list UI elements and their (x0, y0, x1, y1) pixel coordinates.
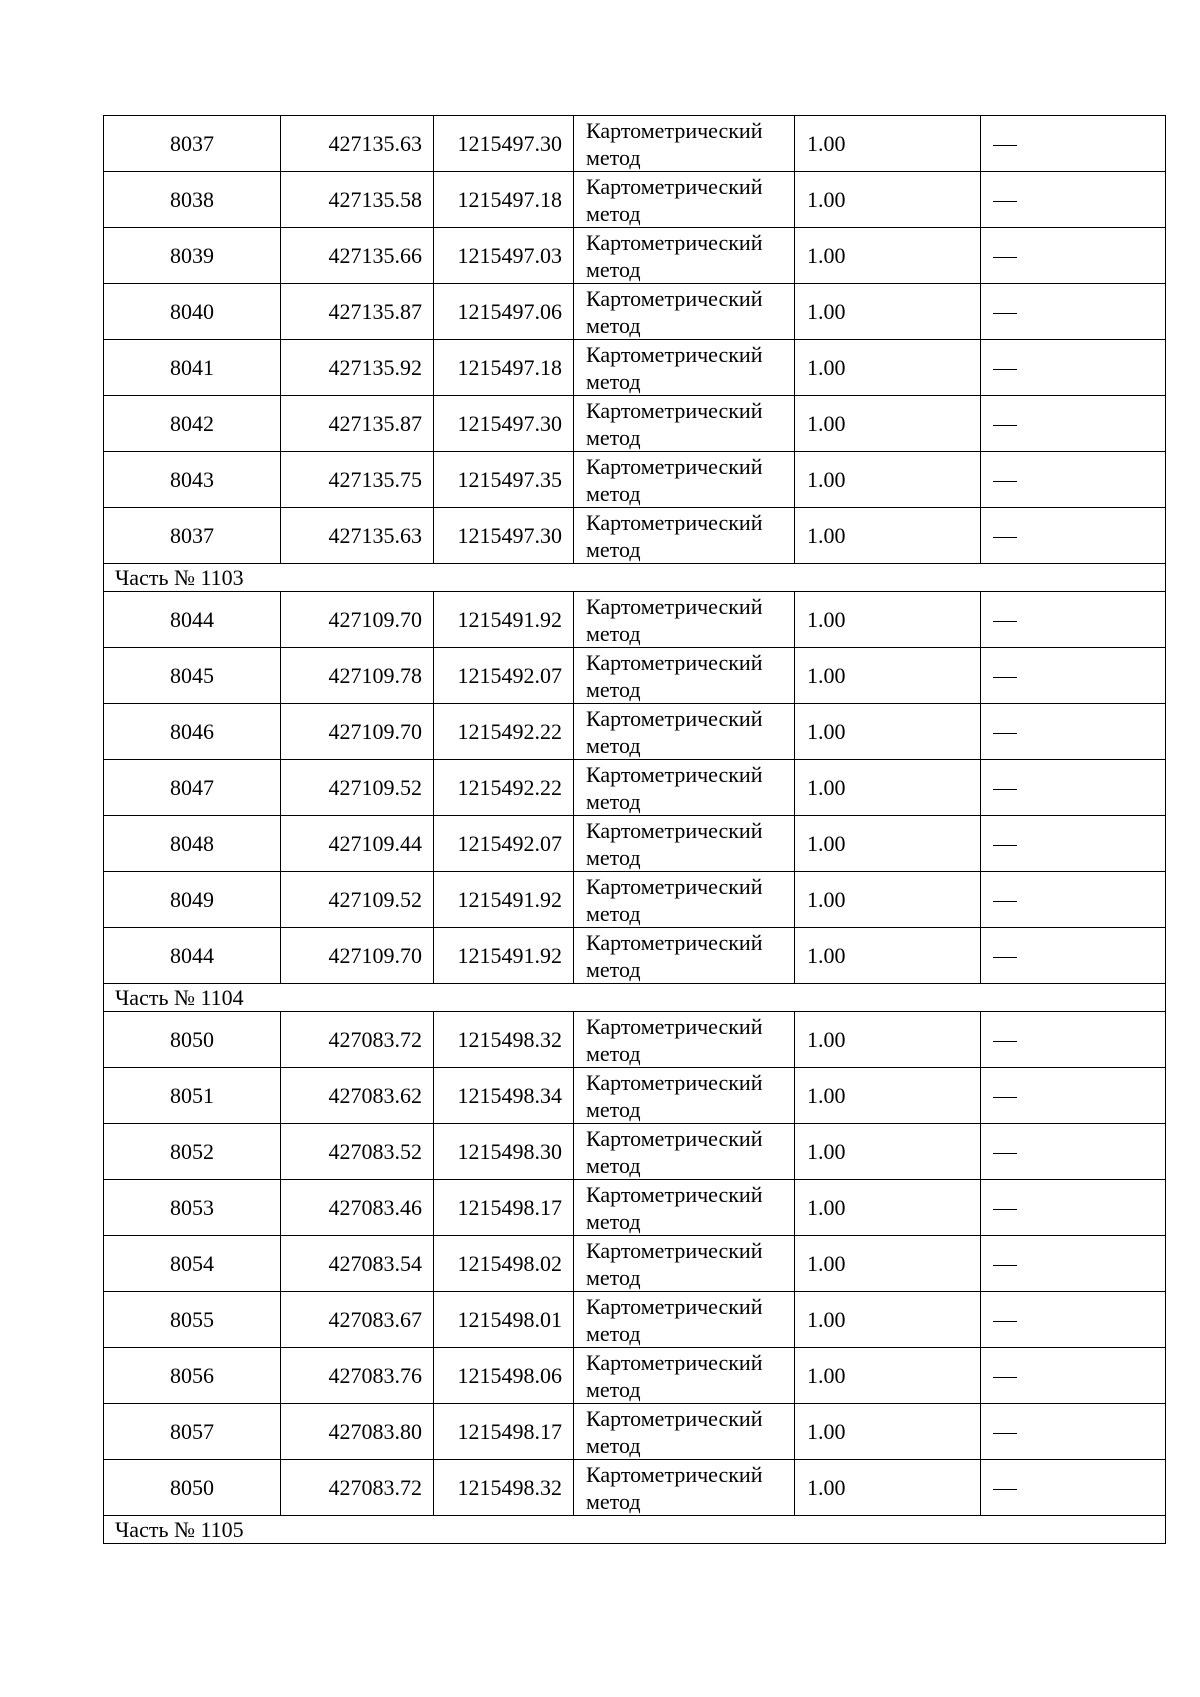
method-cell: Картометрический метод (574, 228, 795, 284)
y-coordinate-cell: 1215498.32 (434, 1460, 574, 1516)
table-row (104, 1348, 1166, 1404)
table-row (104, 1124, 1166, 1180)
accuracy-cell: 1.00 (795, 1404, 981, 1460)
point-number-cell: 8044 (104, 592, 281, 648)
method-cell: Картометрический метод (574, 1236, 795, 1292)
x-coordinate-cell: 427109.70 (281, 592, 434, 648)
accuracy-cell: 1.00 (795, 704, 981, 760)
table-row (104, 1404, 1166, 1460)
note-cell (981, 228, 1166, 284)
note-dash (993, 201, 1017, 202)
accuracy-cell: 1.00 (795, 760, 981, 816)
accuracy-cell: 1.00 (795, 172, 981, 228)
accuracy-cell: 1.00 (795, 1348, 981, 1404)
accuracy-cell: 1.00 (795, 284, 981, 340)
x-coordinate-cell: 427083.67 (281, 1292, 434, 1348)
y-coordinate-cell: 1215498.34 (434, 1068, 574, 1124)
table-row (104, 1012, 1166, 1068)
x-coordinate-cell: 427109.70 (281, 928, 434, 984)
note-cell (981, 508, 1166, 564)
x-coordinate-cell: 427109.52 (281, 872, 434, 928)
accuracy-cell: 1.00 (795, 228, 981, 284)
x-coordinate-cell: 427109.52 (281, 760, 434, 816)
table-row (104, 1180, 1166, 1236)
method-cell: Картометрический метод (574, 1348, 795, 1404)
accuracy-cell: 1.00 (795, 648, 981, 704)
point-number-cell: 8050 (104, 1460, 281, 1516)
coordinates-table-body (104, 116, 1166, 1544)
x-coordinate-cell: 427083.46 (281, 1180, 434, 1236)
y-coordinate-cell: 1215492.07 (434, 816, 574, 872)
note-cell (981, 116, 1166, 172)
x-coordinate-cell: 427083.52 (281, 1124, 434, 1180)
table-row (104, 228, 1166, 284)
coordinates-table (103, 115, 1166, 1544)
method-cell: Картометрический метод (574, 396, 795, 452)
x-coordinate-cell: 427109.44 (281, 816, 434, 872)
point-number-cell: 8041 (104, 340, 281, 396)
x-coordinate-cell: 427135.75 (281, 452, 434, 508)
note-cell (981, 1348, 1166, 1404)
y-coordinate-cell: 1215498.01 (434, 1292, 574, 1348)
note-dash (993, 1433, 1017, 1434)
note-dash (993, 1097, 1017, 1098)
point-number-cell: 8043 (104, 452, 281, 508)
method-cell: Картометрический метод (574, 452, 795, 508)
point-number-cell: 8037 (104, 116, 281, 172)
note-dash (993, 1321, 1017, 1322)
note-dash (993, 1153, 1017, 1154)
y-coordinate-cell: 1215498.06 (434, 1348, 574, 1404)
method-cell: Картометрический метод (574, 592, 795, 648)
point-number-cell: 8056 (104, 1348, 281, 1404)
note-cell (981, 1012, 1166, 1068)
method-cell: Картометрический метод (574, 116, 795, 172)
method-cell: Картометрический метод (574, 1012, 795, 1068)
y-coordinate-cell: 1215498.17 (434, 1404, 574, 1460)
coordinates-document (103, 115, 1165, 1544)
note-cell (981, 452, 1166, 508)
note-cell (981, 1124, 1166, 1180)
point-number-cell: 8053 (104, 1180, 281, 1236)
note-dash (993, 1041, 1017, 1042)
note-dash (993, 845, 1017, 846)
y-coordinate-cell: 1215498.30 (434, 1124, 574, 1180)
point-number-cell: 8044 (104, 928, 281, 984)
y-coordinate-cell: 1215497.18 (434, 340, 574, 396)
table-row (104, 508, 1166, 564)
x-coordinate-cell: 427135.87 (281, 396, 434, 452)
note-dash (993, 313, 1017, 314)
note-cell (981, 1404, 1166, 1460)
accuracy-cell: 1.00 (795, 1124, 981, 1180)
accuracy-cell: 1.00 (795, 592, 981, 648)
note-dash (993, 789, 1017, 790)
x-coordinate-cell: 427109.70 (281, 704, 434, 760)
table-row (104, 1292, 1166, 1348)
method-cell: Картометрический метод (574, 648, 795, 704)
y-coordinate-cell: 1215497.03 (434, 228, 574, 284)
point-number-cell: 8037 (104, 508, 281, 564)
method-cell: Картометрический метод (574, 340, 795, 396)
table-row (104, 592, 1166, 648)
part-header-row (104, 1516, 1166, 1544)
note-dash (993, 901, 1017, 902)
y-coordinate-cell: 1215492.07 (434, 648, 574, 704)
x-coordinate-cell: 427083.72 (281, 1012, 434, 1068)
note-dash (993, 1209, 1017, 1210)
table-row (104, 284, 1166, 340)
accuracy-cell: 1.00 (795, 1236, 981, 1292)
accuracy-cell: 1.00 (795, 1068, 981, 1124)
method-cell: Картометрический метод (574, 508, 795, 564)
note-cell (981, 592, 1166, 648)
note-dash (993, 369, 1017, 370)
accuracy-cell: 1.00 (795, 1460, 981, 1516)
method-cell: Картометрический метод (574, 760, 795, 816)
table-row (104, 396, 1166, 452)
x-coordinate-cell: 427135.58 (281, 172, 434, 228)
x-coordinate-cell: 427135.87 (281, 284, 434, 340)
note-cell (981, 396, 1166, 452)
y-coordinate-cell: 1215492.22 (434, 704, 574, 760)
method-cell: Картометрический метод (574, 1292, 795, 1348)
table-row (104, 1236, 1166, 1292)
table-row (104, 1460, 1166, 1516)
y-coordinate-cell: 1215497.18 (434, 172, 574, 228)
accuracy-cell: 1.00 (795, 928, 981, 984)
y-coordinate-cell: 1215498.02 (434, 1236, 574, 1292)
x-coordinate-cell: 427083.54 (281, 1236, 434, 1292)
note-dash (993, 621, 1017, 622)
point-number-cell: 8050 (104, 1012, 281, 1068)
table-row (104, 872, 1166, 928)
accuracy-cell: 1.00 (795, 340, 981, 396)
y-coordinate-cell: 1215497.35 (434, 452, 574, 508)
table-row (104, 172, 1166, 228)
accuracy-cell: 1.00 (795, 508, 981, 564)
note-dash (993, 1489, 1017, 1490)
x-coordinate-cell: 427083.72 (281, 1460, 434, 1516)
accuracy-cell: 1.00 (795, 452, 981, 508)
note-dash (993, 257, 1017, 258)
point-number-cell: 8049 (104, 872, 281, 928)
accuracy-cell: 1.00 (795, 872, 981, 928)
note-dash (993, 537, 1017, 538)
part-label: Часть № 1103 (104, 564, 1166, 592)
table-row (104, 760, 1166, 816)
x-coordinate-cell: 427135.92 (281, 340, 434, 396)
method-cell: Картометрический метод (574, 816, 795, 872)
table-row (104, 816, 1166, 872)
part-header-row (104, 564, 1166, 592)
note-cell (981, 1180, 1166, 1236)
accuracy-cell: 1.00 (795, 1292, 981, 1348)
accuracy-cell: 1.00 (795, 116, 981, 172)
y-coordinate-cell: 1215491.92 (434, 928, 574, 984)
point-number-cell: 8042 (104, 396, 281, 452)
table-row (104, 648, 1166, 704)
point-number-cell: 8040 (104, 284, 281, 340)
y-coordinate-cell: 1215498.32 (434, 1012, 574, 1068)
x-coordinate-cell: 427135.63 (281, 508, 434, 564)
note-cell (981, 1460, 1166, 1516)
part-label: Часть № 1105 (104, 1516, 1166, 1544)
note-dash (993, 425, 1017, 426)
note-cell (981, 760, 1166, 816)
note-dash (993, 677, 1017, 678)
y-coordinate-cell: 1215498.17 (434, 1180, 574, 1236)
note-dash (993, 1265, 1017, 1266)
method-cell: Картометрический метод (574, 1124, 795, 1180)
y-coordinate-cell: 1215491.92 (434, 592, 574, 648)
note-cell (981, 1292, 1166, 1348)
x-coordinate-cell: 427135.63 (281, 116, 434, 172)
note-cell (981, 704, 1166, 760)
x-coordinate-cell: 427135.66 (281, 228, 434, 284)
y-coordinate-cell: 1215497.30 (434, 508, 574, 564)
accuracy-cell: 1.00 (795, 1180, 981, 1236)
note-cell (981, 1068, 1166, 1124)
table-row (104, 452, 1166, 508)
point-number-cell: 8057 (104, 1404, 281, 1460)
note-cell (981, 340, 1166, 396)
accuracy-cell: 1.00 (795, 816, 981, 872)
table-row (104, 116, 1166, 172)
point-number-cell: 8048 (104, 816, 281, 872)
y-coordinate-cell: 1215492.22 (434, 760, 574, 816)
note-cell (981, 284, 1166, 340)
x-coordinate-cell: 427083.80 (281, 1404, 434, 1460)
point-number-cell: 8055 (104, 1292, 281, 1348)
accuracy-cell: 1.00 (795, 396, 981, 452)
point-number-cell: 8045 (104, 648, 281, 704)
point-number-cell: 8038 (104, 172, 281, 228)
part-label: Часть № 1104 (104, 984, 1166, 1012)
x-coordinate-cell: 427083.62 (281, 1068, 434, 1124)
note-dash (993, 1377, 1017, 1378)
method-cell: Картометрический метод (574, 1460, 795, 1516)
note-cell (981, 816, 1166, 872)
method-cell: Картометрический метод (574, 1068, 795, 1124)
note-dash (993, 957, 1017, 958)
point-number-cell: 8039 (104, 228, 281, 284)
method-cell: Картометрический метод (574, 928, 795, 984)
part-header-row (104, 984, 1166, 1012)
y-coordinate-cell: 1215491.92 (434, 872, 574, 928)
method-cell: Картометрический метод (574, 872, 795, 928)
method-cell: Картометрический метод (574, 172, 795, 228)
y-coordinate-cell: 1215497.30 (434, 116, 574, 172)
point-number-cell: 8047 (104, 760, 281, 816)
method-cell: Картометрический метод (574, 704, 795, 760)
point-number-cell: 8046 (104, 704, 281, 760)
method-cell: Картометрический метод (574, 1180, 795, 1236)
table-row (104, 340, 1166, 396)
note-dash (993, 145, 1017, 146)
y-coordinate-cell: 1215497.30 (434, 396, 574, 452)
y-coordinate-cell: 1215497.06 (434, 284, 574, 340)
x-coordinate-cell: 427109.78 (281, 648, 434, 704)
point-number-cell: 8054 (104, 1236, 281, 1292)
method-cell: Картометрический метод (574, 284, 795, 340)
note-cell (981, 648, 1166, 704)
note-dash (993, 733, 1017, 734)
note-dash (993, 481, 1017, 482)
table-row (104, 704, 1166, 760)
accuracy-cell: 1.00 (795, 1012, 981, 1068)
note-cell (981, 1236, 1166, 1292)
note-cell (981, 928, 1166, 984)
table-row (104, 928, 1166, 984)
x-coordinate-cell: 427083.76 (281, 1348, 434, 1404)
note-cell (981, 172, 1166, 228)
note-cell (981, 872, 1166, 928)
point-number-cell: 8051 (104, 1068, 281, 1124)
method-cell: Картометрический метод (574, 1404, 795, 1460)
point-number-cell: 8052 (104, 1124, 281, 1180)
table-row (104, 1068, 1166, 1124)
